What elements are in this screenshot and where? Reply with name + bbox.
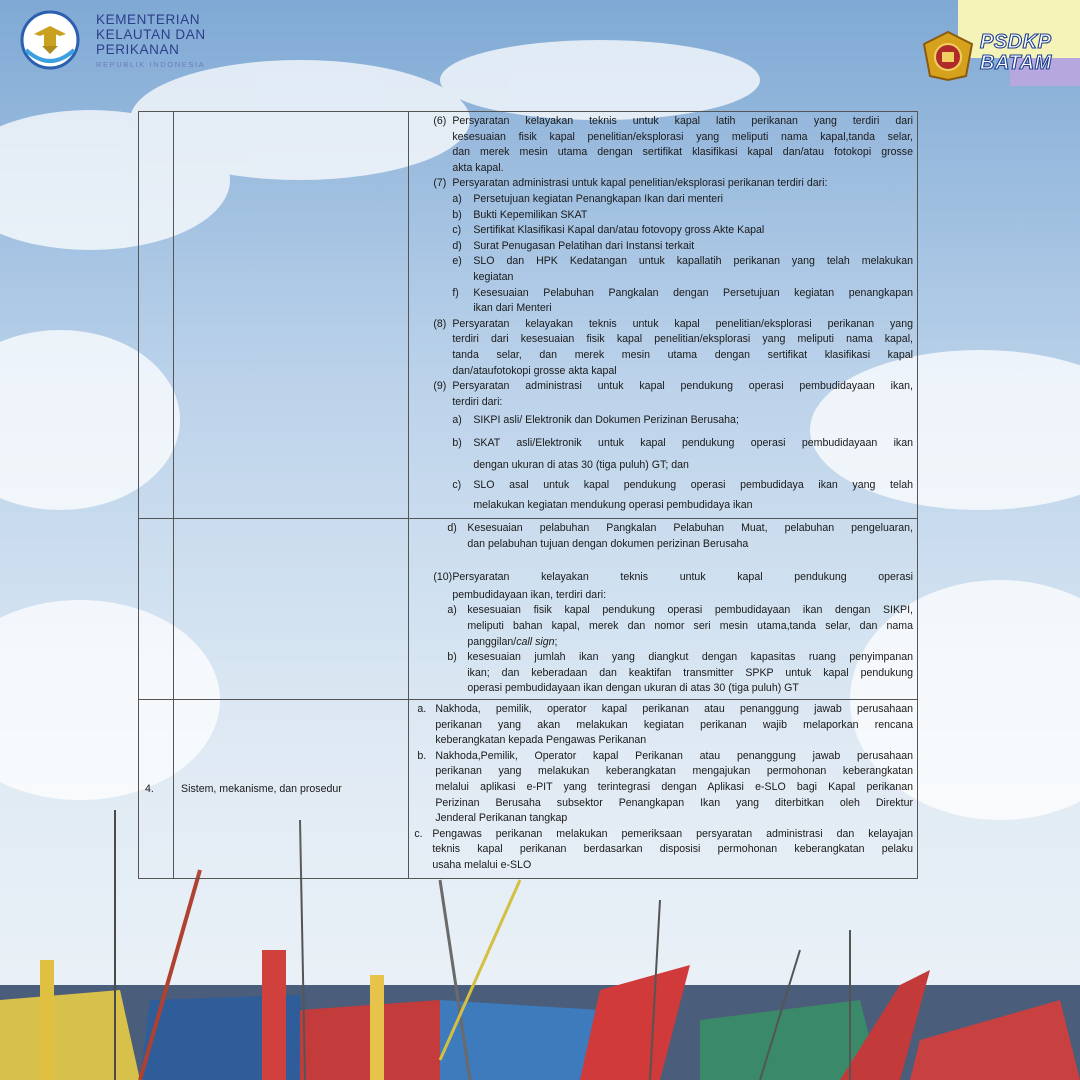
item-text: SLO dan HPK Kedatangan untuk kapallatih perikanan yang telah melakukan (473, 255, 913, 268)
content-line (409, 619, 913, 635)
content-line (409, 842, 913, 858)
item-text: terdiri dari kesesuaian fisik kapal penelitian/eksplorasi yang meliputi nama kapal, (452, 333, 913, 346)
content-line (409, 192, 913, 208)
item-number: a) (452, 192, 462, 205)
row-content-cell (409, 112, 918, 519)
row-number: 4. (145, 783, 154, 795)
table-row (139, 519, 918, 700)
item-number: c) (452, 479, 462, 492)
content-line (409, 764, 913, 780)
item-number: b) (452, 436, 462, 449)
item-number: c. (414, 827, 423, 840)
content-line (409, 733, 913, 749)
item-text: SIKPI asli/ Elektronik dan Dokumen Perizinan Berusaha; (473, 414, 739, 427)
content-line (409, 161, 913, 177)
content-line (409, 458, 913, 474)
content-line (409, 114, 913, 130)
item-text: Jenderal Perikanan tangkap (435, 812, 568, 825)
content-line (409, 348, 913, 364)
psdkp-line-1: PSDKP (980, 31, 1052, 53)
content-line (409, 239, 913, 255)
content-line (409, 666, 913, 682)
ministry-line-3: PERIKANAN (96, 42, 180, 57)
row-title-cell (174, 700, 409, 879)
row-title-cell (174, 519, 409, 700)
content-line (409, 208, 913, 224)
item-number: e) (452, 255, 462, 268)
item-text: dan/ataufotokopi grosse akta kapal (452, 364, 617, 377)
item-text: Nakhoda,Pemilik, Operator kapal Perikanan atau penanggung jawab perusahaan (435, 749, 913, 762)
row-number-cell (139, 700, 174, 879)
item-text: ikan; dan keberadaan dan keaktifan transmitter SPKP untuk kapal pendukung (467, 666, 913, 679)
item-text: tanda selar, dan merek mesin utama dengan sertifikat klasifikasi kapal (452, 348, 913, 361)
content-line (409, 317, 913, 333)
item-text: kesesuaian fisik kapal penelitian/eksplorasi yang meliputi nama kapal,tanda selar, (452, 130, 913, 143)
content-line (409, 537, 913, 553)
item-text: Persyaratan administrasi untuk kapal pendukung operasi pembudidayaan ikan, (452, 380, 913, 393)
item-text: teknis kapal perikanan berdasarkan disposisi permohonan keberangkatan pelaku (432, 843, 913, 856)
psdkp-emblem-icon (920, 30, 976, 82)
item-number: d) (447, 522, 457, 534)
item-number: f) (452, 286, 459, 299)
item-text: Bukti Kepemilikan SKAT (473, 208, 588, 221)
row-number-cell (139, 112, 174, 519)
line-gap (409, 451, 913, 458)
row-title-cell (174, 112, 409, 519)
content-line (409, 286, 913, 302)
item-text: ikan dari Menteri (473, 302, 552, 315)
item-text: perikanan yang akan melakukan kegiatan perikanan wajib melaporkan rencana (435, 718, 913, 731)
content-line (409, 827, 913, 843)
content-line (409, 395, 913, 411)
content-line (409, 498, 913, 514)
content-line (409, 176, 913, 192)
item-text: terdiri dari: (452, 395, 503, 408)
content-line (409, 718, 913, 734)
row-number-cell (139, 519, 174, 700)
content-line (409, 780, 913, 796)
item-text: kesesuaian fisik kapal pendukung operasi pembudidayaan ikan dengan SIKPI, (467, 604, 913, 617)
row-content-cell (409, 700, 918, 879)
item-text: Kesesuaian pelabuhan Pangkalan Pelabuhan Muat, pelabuhan pengeluaran, (467, 522, 913, 534)
item-text: akta kapal. (452, 161, 504, 174)
content-line (409, 681, 913, 697)
item-text: Persyaratan kelayakan teknis untuk kapal latih perikanan yang terdiri dari (452, 115, 913, 127)
content-line (409, 702, 913, 718)
item-number: a) (452, 414, 462, 427)
item-text: melalui aplikasi e-PIT yang terintegrasi dengan Aplikasi e-SLO bagi Kapal perikanan (435, 780, 913, 793)
content-line (409, 130, 913, 146)
item-text: dan merek mesin utama dengan sertifikat klasifikasi kapal dan/atau fotokopi grosse (452, 146, 913, 159)
content-line (409, 332, 913, 348)
line-gap (409, 429, 913, 436)
item-text: Sertifikat Klasifikasi Kapal dan/atau fotovopy gross Akte Kapal (473, 224, 765, 237)
item-text: SKAT asli/Elektronik untuk kapal pendukung operasi pembudidayaan ikan (473, 436, 913, 449)
content-line (409, 796, 913, 812)
content-line (409, 588, 913, 604)
content-line (409, 436, 913, 452)
content-line (409, 270, 913, 286)
item-number: (8) (433, 317, 447, 330)
item-text: Kesesuaian Pelabuhan Pangkalan dengan Persetujuan kegiatan penangkapan (473, 286, 913, 299)
item-number: b. (417, 749, 427, 762)
item-text: Persyaratan kelayakan teknis untuk kapal penelitian/eksplorasi perikanan yang (452, 317, 913, 330)
garuda-emblem-icon (14, 10, 86, 70)
item-text: kesesuaian jumlah ikan yang diangkut dengan kapasitas ruang penyimpanan (467, 651, 913, 664)
item-text: pembudidayaan ikan, terdiri dari: (452, 588, 607, 601)
content-line (409, 570, 913, 586)
content-line (409, 223, 913, 239)
content-line (409, 521, 913, 537)
item-number: (6) (433, 115, 447, 127)
psdkp-batam-logo-text (980, 32, 1080, 74)
ministry-line-2: KELAUTAN DAN (96, 27, 206, 42)
content-line (409, 650, 913, 666)
item-number: a) (447, 604, 457, 617)
ministry-line-1: KEMENTERIAN (96, 12, 201, 27)
item-text: Persyaratan administrasi untuk kapal penelitian/eksplorasi perikanan terdiri dari: (452, 177, 828, 190)
table-row (139, 700, 918, 879)
content-line (409, 145, 913, 161)
item-text: Persyaratan kelayakan teknis untuk kapal pendukung operasi (452, 571, 913, 584)
ministry-name (96, 12, 206, 69)
content-line (409, 749, 913, 765)
content-line (409, 635, 913, 651)
psdkp-line-2: BATAM (980, 52, 1052, 74)
ministry-subtitle: REPUBLIK INDONESIA (96, 60, 206, 69)
content-line (409, 478, 913, 494)
table-row (139, 112, 918, 519)
item-text: SLO asal untuk kapal pendukung operasi pembudidaya ikan yang telah (473, 479, 913, 492)
item-text: meliputi bahan kapal, merek dan nomor seri mesin utama,tanda selar, dan nama (467, 619, 913, 632)
item-number: b) (452, 208, 462, 221)
item-text: dan pelabuhan tujuan dengan dokumen perizinan Berusaha (467, 537, 749, 550)
content-line (409, 301, 913, 317)
requirements-table (138, 111, 918, 879)
item-text: keberangkatan kepada Pengawas Perikanan (435, 734, 647, 747)
item-number: b) (447, 651, 457, 664)
content-line (409, 364, 913, 380)
item-text: Surat Penugasan Pelatihan dari Instansi terkait (473, 239, 695, 252)
item-number: d) (452, 239, 462, 252)
item-text: dengan ukuran di atas 30 (tiga puluh) GT; dan (473, 459, 689, 472)
item-text: usaha melalui e-SLO (432, 858, 532, 871)
item-number: (9) (433, 380, 447, 393)
item-text: kegiatan (473, 270, 514, 283)
content-line (409, 603, 913, 619)
row-title: Sistem, mekanisme, dan prosedur (181, 783, 342, 795)
content-line (409, 858, 913, 874)
row-content-cell (409, 519, 918, 700)
content-line (409, 379, 913, 395)
item-text: Persetujuan kegiatan Penangkapan Ikan dari menteri (473, 192, 724, 205)
item-number: c) (452, 224, 462, 237)
line-gap (409, 552, 913, 570)
content-line (409, 413, 913, 429)
item-text: Perizinan Berusaha subsektor Penangkapan Ikan yang diterbitkan oleh Direktur (435, 796, 913, 809)
item-number: (10) (433, 571, 453, 584)
item-text: Nakhoda, pemilik, operator kapal perikanan atau penanggung jawab perusahaan (435, 703, 913, 715)
content-line (409, 254, 913, 270)
content-line (409, 811, 913, 827)
item-text: panggilan/call sign; (467, 635, 558, 648)
item-text: melakukan kegiatan mendukung operasi pembudidaya ikan (473, 498, 753, 511)
item-number: a. (417, 703, 427, 715)
item-text: operasi pembudidayaan ikan dengan ukuran di atas 30 (tiga puluh) GT (467, 682, 799, 695)
item-text: Pengawas perikanan melakukan pemeriksaan persyaratan administrasi dan kelayajan (432, 827, 913, 840)
item-number: (7) (433, 177, 447, 190)
item-text: perikanan yang melakukan keberangkatan mengajukan permohonan keberangkatan (435, 765, 913, 778)
